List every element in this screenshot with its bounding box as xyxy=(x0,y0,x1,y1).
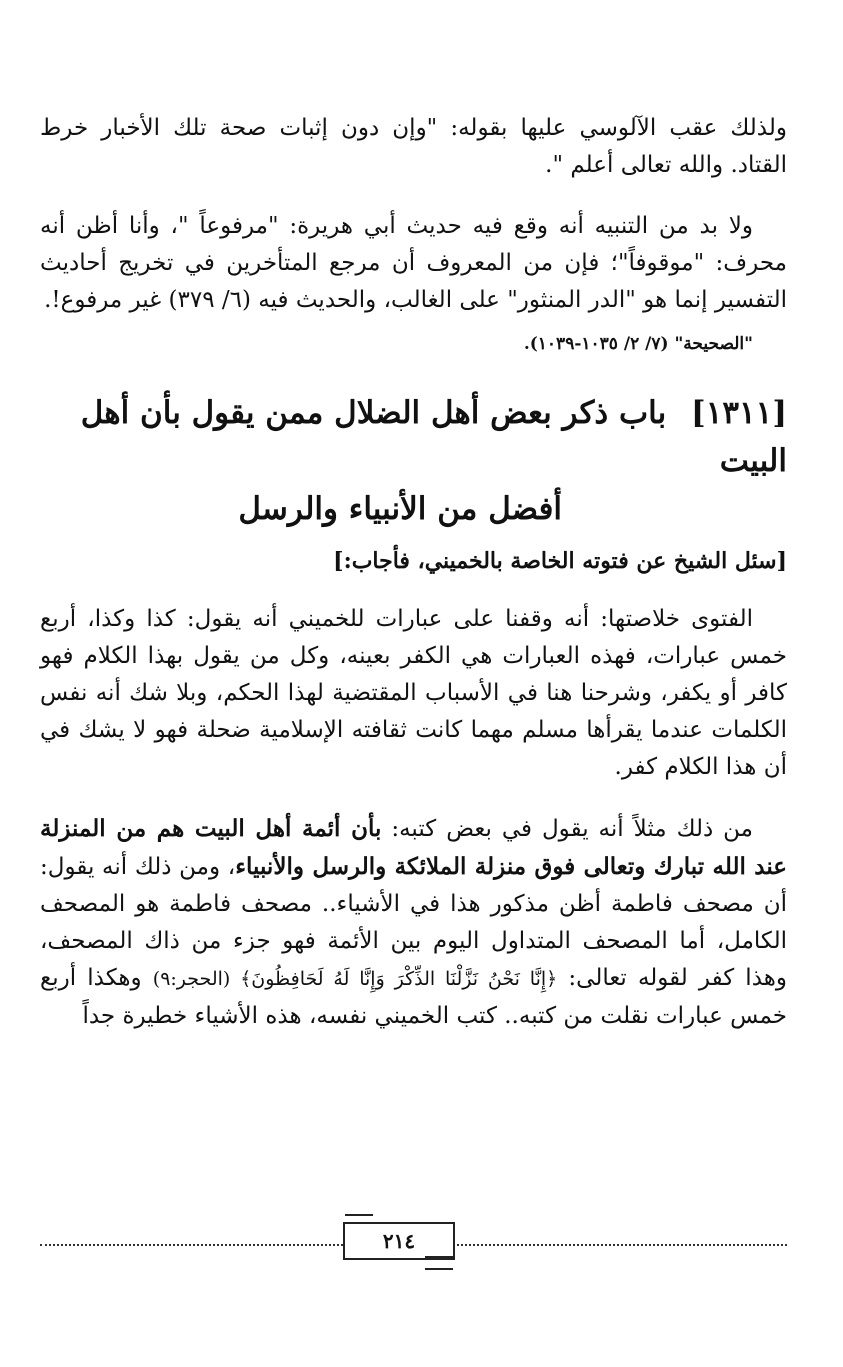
chapter-title-line-1: باب ذكر بعض أهل الضلال ممن يقول بأن أهل البيت xyxy=(80,395,787,479)
chapter-title-line-2: أفضل من الأنبياء والرسل xyxy=(238,491,562,527)
page-body xyxy=(40,110,787,1059)
paragraph-fatwa-summary: الفتوى خلاصتها: أنه وقفنا على عبارات للخميني أنه يقول: كذا وكذا، أربع خمس عبارات، فهذه العبارات هي الكفر بعينه، وكل من يقول بهذا الكلام فهو كافر أو يكفر، وشرحنا هنا في الأسباب المقتضية لهذا الحكم، وبلا شك أنه نفس الكلمات عندما يقرأها مسلم مهما كانت ثقافته الإسلامية ضحلة فهو لا يشك في أن هذا الكلام كفر. xyxy=(40,606,787,780)
quran-verse: ﴿إِنَّا نَحْنُ نَزَّلْنَا الذِّكْرَ وَإِنَّا لَهُ لَحَافِظُونَ﴾ (الحجر:٩) xyxy=(152,968,558,990)
paragraph-examples-emphasis: بأن أئمة أهل البيت هم من المنزلة عند الله تبارك وتعالى فوق منزلة الملائكة والرسل والأنبياء xyxy=(40,815,787,880)
paragraph-examples-part-a: من ذلك مثلاً أنه يقول في بعض كتبه: xyxy=(381,816,754,842)
paragraph-examples-part-d: وهكذا أربع خمس عبارات نقلت من كتبه.. كتب الخميني نفسه، هذه الأشياء خطيرة جداً xyxy=(40,965,787,1029)
chapter-heading xyxy=(40,389,787,533)
ornament-icon xyxy=(425,1256,453,1270)
paragraph-examples-part-c: ، ومن ذلك أنه يقول: أن مصحف فاطمة أظن مذكور هذا في الأشياء.. مصحف فاطمة هو المصحف الكامل، أما المصحف المتداول اليوم بين الأئمة فهو جزء من ذاك المصحف، وهذا كفر لقوله تعالى: xyxy=(40,854,788,991)
source-reference: "الصحيحة" (٧/ ٢/ ١٠٣٥-١٠٣٩). xyxy=(523,334,753,354)
paragraph-hadith-note: ولا بد من التنبيه أنه وقع فيه حديث أبي هريرة: "مرفوعاً "، وأنا أظن أنه محرف: "موقوفاً"؛ فإن من المعروف أن مرجع المتأخرين في تخريج أحاديث التفسير إنما هو "الدر المنثور" على الغالب، والحديث فيه (٦/ ٣٧٩) غير مرفوع!. xyxy=(40,213,787,313)
paragraph-alusi-comment: ولذلك عقب الآلوسي عليها بقوله: "وإن دون إثبات صحة تلك الأخبار خرط القتاد. والله تعالى أعلم ". xyxy=(40,115,787,178)
page-footer xyxy=(40,1222,787,1262)
page-number: ٢١٤ xyxy=(382,1229,416,1253)
page-number-box xyxy=(343,1222,455,1260)
question-intro: [سئل الشيخ عن فتوته الخاصة بالخميني، فأجاب:] xyxy=(333,548,787,574)
chapter-number: [١٣١١] xyxy=(691,395,787,431)
paragraph-examples xyxy=(40,810,787,1035)
